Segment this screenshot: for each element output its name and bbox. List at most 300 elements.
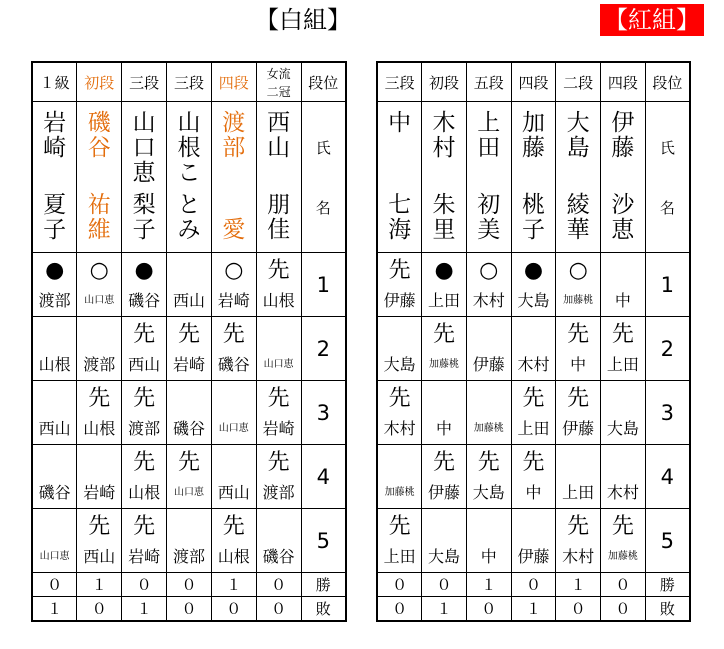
game-mark: 先 [388,257,411,283]
game-cell-content [212,320,256,378]
player-name [212,107,256,247]
game-cell-content [257,512,301,570]
losses-cell: ０ [211,597,256,622]
game-mark: 先 [267,385,290,411]
game-cell [466,317,511,381]
player-name-cell [32,102,77,253]
game-cell [466,253,511,317]
game-cell-content [257,320,301,378]
opponent-name: 西山 [172,290,205,310]
rank-row [377,62,690,102]
opponent-name: 山口恵 [218,422,249,434]
player-surname: 山 口 恵 [132,110,156,186]
player-name-cell [211,102,256,253]
game-cell [377,445,422,509]
player-name [257,107,301,247]
opponent-name: 加藤桃 [607,550,638,562]
game-cell [32,445,77,509]
player-given-name: 祐 維 [87,192,111,243]
game-cell [511,509,556,573]
game-cell-content [601,448,645,506]
name-row [32,102,346,253]
game-mark: 先 [222,321,245,347]
wins-cell: １ [466,573,511,597]
player-given-name: 梨 子 [132,192,156,243]
opponent-name: 上田 [428,290,461,310]
game-cell [77,445,122,509]
round-row-1 [377,253,690,317]
opponent-name: 伊藤 [472,354,505,374]
game-cell [122,381,167,445]
player-given-name: 沙 恵 [611,192,635,243]
game-mark: ○ [89,257,109,283]
game-cell [601,509,646,573]
game-cell-content [601,256,645,314]
round-number: 3 [301,381,346,445]
game-cell [122,317,167,381]
round-row-4 [32,445,346,509]
player-name-cell [466,102,511,253]
game-mark: ○ [224,257,244,283]
opponent-name: 山根 [128,482,161,502]
game-mark: 先 [567,385,590,411]
game-cell-content [167,448,211,506]
player-name [77,107,121,247]
opponent-name: 山口恵 [39,550,70,562]
opponent-name: 大島 [606,418,639,438]
name-header [645,102,690,253]
game-cell [32,381,77,445]
rank-label: 四段 [607,73,638,92]
name-header-label-2: 名 [315,198,331,217]
opponent-name: 中 [436,418,453,438]
rank-label: 三段 [173,73,204,92]
game-cell [32,317,77,381]
opponent-name: 山口恵 [263,358,294,370]
losses-cell: ０ [601,597,646,622]
rank-cell [167,62,212,102]
rank-cell [422,62,467,102]
game-mark: 先 [567,321,590,347]
player-name-cell [601,102,646,253]
opponent-name: 木村 [606,482,639,502]
game-cell-content [167,320,211,378]
player-given-name: 桃 子 [521,192,545,243]
game-cell [32,509,77,573]
game-cell-content [422,256,466,314]
game-cell-content [33,384,76,442]
player-surname: 大 島 [566,110,590,161]
wins-cell: ０ [122,573,167,597]
player-name [467,107,511,247]
opponent-name: 西山 [217,482,250,502]
game-cell-content [467,448,511,506]
game-cell-content [212,448,256,506]
game-cell-content [257,448,301,506]
opponent-name: 大島 [517,290,550,310]
round-number: 2 [645,317,690,381]
wins-cell: ０ [511,573,556,597]
game-cell [466,445,511,509]
game-cell [77,381,122,445]
game-cell [211,445,256,509]
name-header-label-1: 氏 [315,138,331,157]
opponent-name: 加藤桃 [429,358,460,370]
game-cell-content [257,384,301,442]
game-cell-content [556,512,600,570]
losses-cell: １ [422,597,467,622]
game-cell-content [122,384,166,442]
player-name [601,107,645,247]
player-name-cell [511,102,556,253]
opponent-name: 上田 [606,354,639,374]
game-cell [377,509,422,573]
losses-header: 敗 [645,597,690,622]
opponent-name: 磯谷 [172,418,205,438]
game-cell [211,509,256,573]
game-cell [167,509,212,573]
rank-label: 女流 二冠 [266,67,291,99]
game-cell-content [167,512,211,570]
game-cell-content [122,512,166,570]
player-surname: 磯 谷 [87,110,111,161]
game-cell-content [167,256,211,314]
wins-cell: ０ [32,573,77,597]
opponent-name: 磯谷 [217,354,250,374]
game-cell-content [467,512,511,570]
opponent-name: 加藤桃 [563,294,594,306]
game-cell-content [122,320,166,378]
losses-cell: １ [511,597,556,622]
opponent-name: 岩崎 [172,354,205,374]
opponent-name: 山根 [83,418,116,438]
opponent-name: 西山 [83,546,116,566]
player-name-cell [256,102,301,253]
player-name-cell [122,102,167,253]
game-mark: ● [523,257,544,283]
game-cell-content [512,448,556,506]
player-surname: 渡 部 [222,110,246,161]
name-row [377,102,690,253]
opponent-name: 磯谷 [262,546,295,566]
red-team-table [376,61,691,622]
rank-label: 初段 [429,73,460,92]
game-cell [511,317,556,381]
rank-row [32,62,346,102]
game-cell [122,509,167,573]
game-cell [211,317,256,381]
opponent-name: 木村 [472,290,505,310]
game-mark: 先 [133,385,156,411]
losses-cell: ０ [256,597,301,622]
opponent-name: 山口恵 [84,294,115,306]
opponent-name: 岩崎 [128,546,161,566]
game-cell-content [257,256,301,314]
opponent-name: 大島 [472,482,505,502]
game-cell-content [33,320,76,378]
round-row-4 [377,445,690,509]
game-cell [256,445,301,509]
opponent-name: 渡部 [38,290,71,310]
name-header-labels [646,117,689,237]
game-cell-content [601,384,645,442]
game-mark: 先 [611,513,634,539]
player-given-name: 朋 佳 [267,192,291,243]
round-number: 3 [645,381,690,445]
game-cell-content [77,512,121,570]
opponent-name: 中 [480,546,497,566]
game-cell-content [512,320,556,378]
game-cell-content [422,448,466,506]
opponent-name: 中 [525,482,542,502]
game-cell [511,381,556,445]
game-cell [556,253,601,317]
opponent-name: 伊藤 [517,546,550,566]
opponent-name: 西山 [38,418,71,438]
game-cell-content [33,448,76,506]
opponent-name: 上田 [517,418,550,438]
game-mark: 先 [522,449,545,475]
opponent-name: 伊藤 [428,482,461,502]
game-cell [422,445,467,509]
rank-label: 四段 [218,73,249,92]
game-cell-content [212,512,256,570]
game-cell [422,317,467,381]
game-cell-content [212,384,256,442]
round-number: 2 [301,317,346,381]
player-given-name: 朱 里 [432,192,456,243]
losses-header: 敗 [301,597,346,622]
player-name [167,107,211,247]
rank-cell [211,62,256,102]
game-mark: 先 [88,513,111,539]
rank-label: 初段 [84,73,115,92]
player-surname: 上 田 [477,110,501,161]
game-cell [167,317,212,381]
player-surname: 山 根 こ [177,110,201,186]
opponent-name: 大島 [383,354,416,374]
name-header-labels [302,117,345,237]
player-name [33,107,76,247]
player-given-name: と み [177,192,201,243]
rank-label: １級 [39,73,70,92]
game-mark: 先 [433,321,456,347]
game-cell-content [556,384,600,442]
game-cell [256,317,301,381]
game-cell-content [378,384,421,442]
losses-cell: １ [32,597,77,622]
game-cell [601,381,646,445]
opponent-name: 岩崎 [217,290,250,310]
opponent-name: 西山 [128,354,161,374]
game-cell-content [378,512,421,570]
game-cell [256,381,301,445]
losses-cell: １ [122,597,167,622]
game-mark: 先 [611,321,634,347]
player-name [378,107,421,247]
losses-cell: ０ [556,597,601,622]
game-mark: ○ [568,257,588,283]
opponent-name: 磯谷 [128,290,161,310]
game-cell-content [512,384,556,442]
opponent-name: 中 [614,290,631,310]
rank-label: 二段 [563,73,594,92]
game-mark: 先 [133,321,156,347]
player-name-cell [167,102,212,253]
game-mark: 先 [133,449,156,475]
wins-cell: １ [77,573,122,597]
game-cell-content [512,512,556,570]
game-cell-content [378,320,421,378]
round-number: 5 [301,509,346,573]
game-mark: 先 [567,513,590,539]
game-cell [422,509,467,573]
opponent-name: 山根 [262,290,295,310]
game-cell [377,381,422,445]
game-mark: ● [134,257,154,283]
player-surname: 西 山 [267,110,291,161]
game-cell [211,381,256,445]
game-mark: 先 [433,449,456,475]
game-cell [556,509,601,573]
losses-cell: ０ [167,597,212,622]
game-cell-content [167,384,211,442]
game-mark: 先 [177,449,200,475]
round-row-2 [377,317,690,381]
game-cell [556,317,601,381]
round-row-5 [32,509,346,573]
round-row-5 [377,509,690,573]
opponent-name: 磯谷 [38,482,71,502]
player-given-name: 夏 子 [43,192,67,243]
game-cell [556,381,601,445]
player-name-cell [422,102,467,253]
player-surname: 中 [388,110,412,136]
game-mark: ○ [479,257,499,283]
losses-cell: ０ [377,597,422,622]
name-header-label-1: 氏 [659,138,675,157]
wins-header: 勝 [645,573,690,597]
wins-row [377,573,690,597]
player-name [556,107,600,247]
opponent-name: 渡部 [262,482,295,502]
round-number: 1 [301,253,346,317]
game-cell-content [77,448,121,506]
game-cell [556,445,601,509]
game-cell [511,253,556,317]
game-cell [256,509,301,573]
game-mark: 先 [88,385,111,411]
rank-header: 段位 [301,62,346,102]
game-cell [167,381,212,445]
opponent-name: 山口恵 [173,486,204,498]
player-given-name: 七 海 [388,192,412,243]
game-mark: ● [45,257,65,283]
game-cell-content [33,512,76,570]
game-cell [77,317,122,381]
opponent-name: 中 [570,354,587,374]
game-cell [122,445,167,509]
rank-cell [466,62,511,102]
game-mark: 先 [522,385,545,411]
rank-cell [32,62,77,102]
player-given-name: 綾 華 [566,192,590,243]
game-cell-content [422,512,466,570]
player-surname: 加 藤 [521,110,545,161]
game-cell [601,445,646,509]
game-mark: ● [434,257,454,283]
wins-cell: １ [556,573,601,597]
wins-cell: ０ [422,573,467,597]
round-row-3 [377,381,690,445]
player-surname: 岩 崎 [43,110,67,161]
game-cell [422,253,467,317]
player-surname: 木 村 [432,110,456,161]
game-cell-content [378,256,421,314]
game-cell-content [601,320,645,378]
round-row-1 [32,253,346,317]
round-number: 4 [645,445,690,509]
game-cell-content [33,256,76,314]
wins-cell: ０ [256,573,301,597]
game-cell-content [512,256,556,314]
rank-label: 三段 [129,73,160,92]
wins-row [32,573,346,597]
game-mark: 先 [388,385,411,411]
round-number: 1 [645,253,690,317]
rank-cell [556,62,601,102]
game-cell [32,253,77,317]
opponent-name: 渡部 [83,354,116,374]
game-cell-content [77,320,121,378]
game-cell [211,253,256,317]
game-cell [167,253,212,317]
red-team-title: 【紅組】 [600,4,704,36]
opponent-name: 加藤桃 [384,486,415,498]
game-cell-content [422,384,466,442]
losses-row [32,597,346,622]
wins-header: 勝 [301,573,346,597]
rank-cell [122,62,167,102]
game-cell-content [467,256,511,314]
wins-cell: １ [211,573,256,597]
rank-cell [601,62,646,102]
wins-cell: ０ [377,573,422,597]
opponent-name: 伊藤 [383,290,416,310]
round-row-2 [32,317,346,381]
round-number: 4 [301,445,346,509]
game-cell-content [212,256,256,314]
opponent-name: 上田 [383,546,416,566]
rank-cell [377,62,422,102]
game-cell [77,253,122,317]
player-name [422,107,466,247]
game-cell-content [556,320,600,378]
game-mark: 先 [477,449,500,475]
opponent-name: 木村 [383,418,416,438]
opponent-name: 加藤桃 [473,422,504,434]
game-cell [601,317,646,381]
opponent-name: 山根 [38,354,71,374]
opponent-name: 岩崎 [83,482,116,502]
opponent-name: 大島 [428,546,461,566]
wins-cell: ０ [167,573,212,597]
game-cell-content [556,448,600,506]
game-cell-content [601,512,645,570]
game-mark: 先 [388,513,411,539]
white-team-table [31,61,347,622]
losses-cell: ０ [466,597,511,622]
